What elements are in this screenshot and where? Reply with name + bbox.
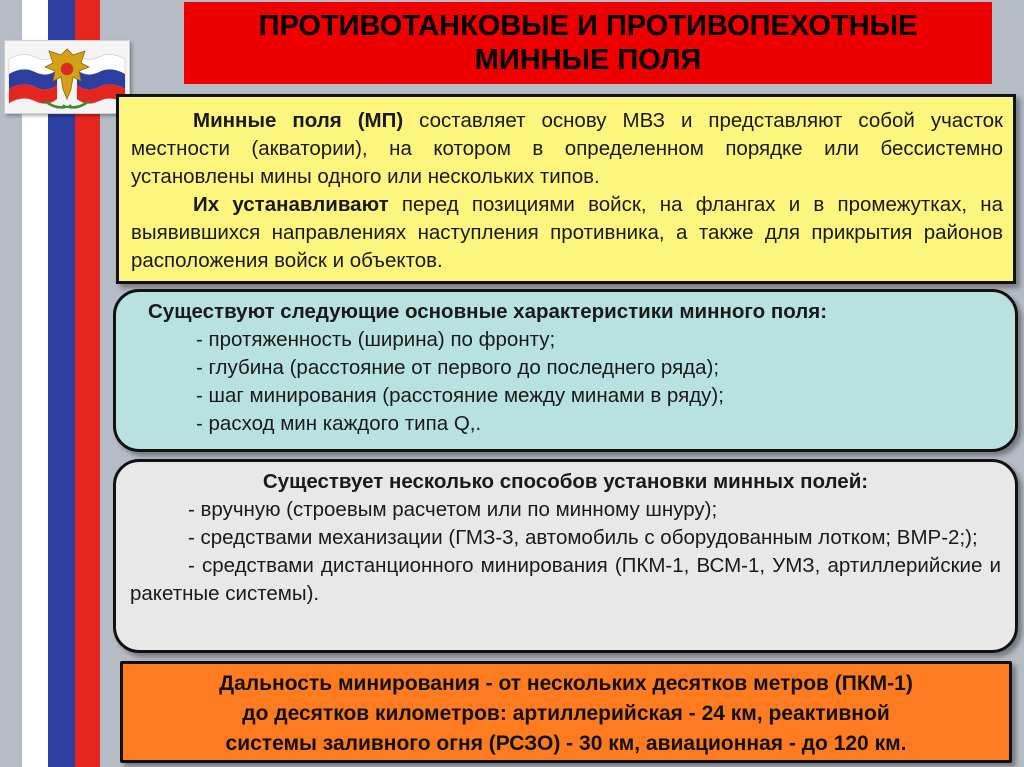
range-line-3: системы заливного огня (РСЗО) - 30 км, авиационная - до 120 км.: [225, 732, 907, 755]
definition-paragraph-2: [131, 191, 1003, 275]
characteristics-item: - шаг минирования (расстояние между минами в ряду);: [196, 384, 724, 407]
methods-item: - средствами механизации (ГМЗ-3, автомобиль с оборудованным лотком; ВМР-2;);: [188, 526, 978, 549]
methods-heading: Существует несколько способов установки минных полей:: [262, 470, 869, 493]
page-title: [184, 2, 992, 84]
double-headed-eagle-flag-emblem-icon: [5, 41, 129, 113]
definition-box: [116, 94, 1016, 284]
characteristics-heading: Существуют следующие основные характеристики минного поля:: [148, 300, 828, 323]
characteristics-item: - глубина (расстояние от первого до последнего ряда);: [196, 356, 720, 379]
characteristics-item: - расход мин каждого типа Q,.: [196, 412, 482, 435]
definition-text-1: составляет основу МВЗ и представляют собой участок местности (акватории), на котором в определенном порядке или бессистемно установлены мины одного или нескольких типов.: [131, 109, 1003, 188]
definition-term-1: Минные поля (МП): [193, 109, 404, 132]
flag-stripe-red: [75, 0, 100, 767]
range-line-2: до десятков километров: артиллерийская - 24 км, реактивной: [242, 702, 890, 725]
flag-stripe-blue: [48, 0, 75, 767]
flag-stripe-white: [22, 0, 48, 767]
definition-paragraph-1: [131, 107, 1003, 191]
characteristics-item: - протяженность (ширина) по фронту;: [196, 328, 556, 351]
range-box: [120, 661, 1012, 763]
characteristics-box: [113, 289, 1018, 452]
title-line-2: МИННЫЕ ПОЛЯ: [474, 44, 702, 76]
methods-item: - средствами дистанционного минирования (ПКМ-1, ВСМ-1, УМЗ, артиллерийские и ракетные системы).: [130, 554, 1001, 605]
methods-item: - вручную (строевым расчетом или по минному шнуру);: [188, 498, 718, 521]
title-line-1: ПРОТИВОТАНКОВЫЕ И ПРОТИВОПЕХОТНЫЕ: [258, 10, 918, 42]
methods-box: [113, 459, 1018, 653]
definition-text-2: перед позициями войск, на флангах и в промежутках, на выявившихся направлениях наступления противника, а также для прикрытия районов расположения войск и объектов.: [131, 193, 1004, 272]
range-line-1: Дальность минирования - от нескольких десятков метров (ПКМ-1): [219, 672, 913, 695]
definition-term-2: Их устанавливают: [193, 193, 389, 216]
emblem: [4, 40, 130, 114]
